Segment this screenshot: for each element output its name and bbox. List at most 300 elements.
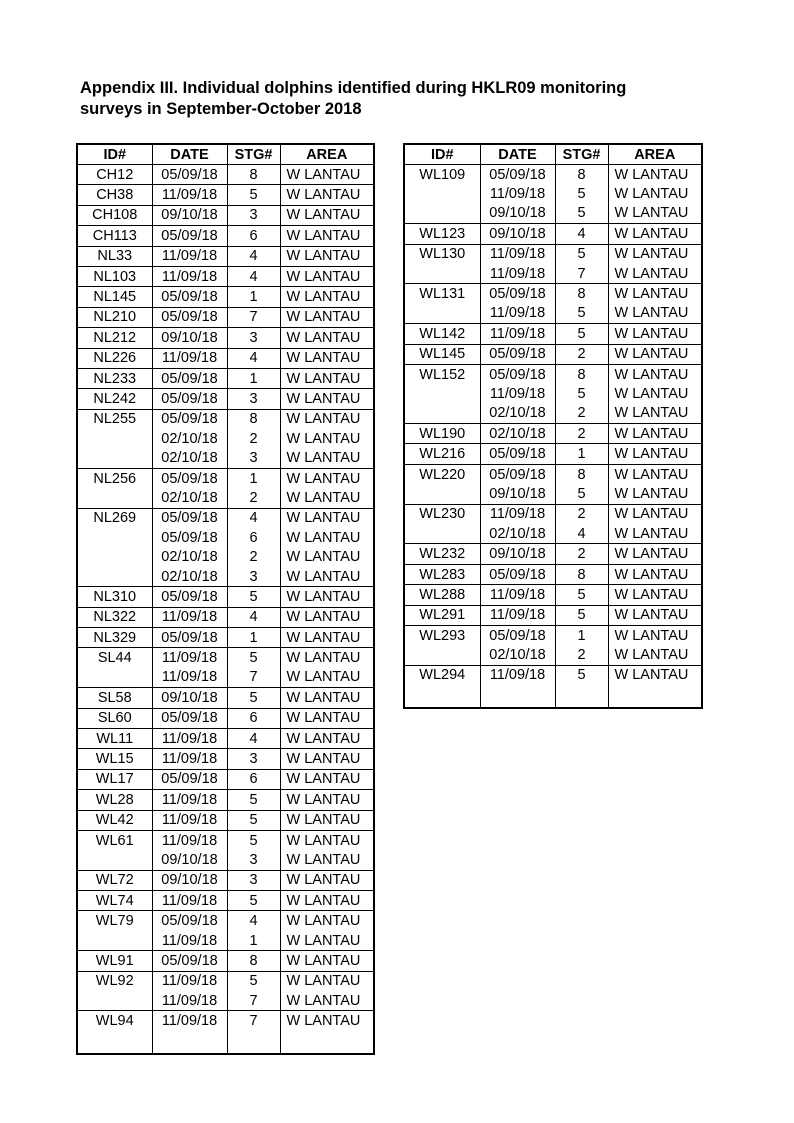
date-cell: 09/10/18 — [480, 544, 555, 564]
table-row — [77, 528, 374, 547]
area-cell: W LANTAU — [608, 544, 702, 564]
stg-cell: 8 — [555, 284, 608, 304]
id-cell — [404, 184, 480, 203]
area-cell: W LANTAU — [280, 991, 374, 1011]
table-row — [404, 444, 702, 464]
area-cell: W LANTAU — [608, 184, 702, 203]
date-cell: 11/09/18 — [152, 668, 227, 688]
date-cell: 11/09/18 — [480, 304, 555, 324]
table-row — [77, 368, 374, 388]
id-cell: WL94 — [77, 1011, 152, 1031]
table-row — [404, 464, 702, 484]
header-row — [404, 144, 702, 165]
date-cell: 11/09/18 — [152, 648, 227, 668]
area-cell: W LANTAU — [280, 287, 374, 307]
id-cell: WL42 — [77, 810, 152, 830]
area-cell: W LANTAU — [608, 284, 702, 304]
area-cell: W LANTAU — [608, 244, 702, 264]
id-cell — [77, 991, 152, 1011]
area-cell: W LANTAU — [280, 790, 374, 810]
id-cell — [77, 488, 152, 508]
table-row — [77, 307, 374, 327]
date-cell: 05/09/18 — [480, 564, 555, 584]
date-cell: 11/09/18 — [152, 790, 227, 810]
id-cell — [404, 384, 480, 403]
id-cell: WL11 — [77, 728, 152, 748]
table-row — [404, 284, 702, 304]
date-cell: 09/10/18 — [480, 204, 555, 224]
area-cell: W LANTAU — [608, 384, 702, 403]
empty-cell — [404, 685, 480, 708]
id-cell: WL293 — [404, 625, 480, 645]
id-cell — [77, 931, 152, 951]
table-row — [77, 1011, 374, 1031]
table-row — [404, 504, 702, 524]
stg-cell: 4 — [227, 728, 280, 748]
area-cell: W LANTAU — [608, 524, 702, 544]
table-row — [77, 508, 374, 528]
stg-cell: 1 — [227, 627, 280, 647]
stg-cell: 3 — [227, 328, 280, 348]
date-cell: 09/10/18 — [152, 850, 227, 870]
id-cell: WL72 — [77, 870, 152, 890]
date-cell: 11/09/18 — [152, 931, 227, 951]
table-row — [404, 304, 702, 324]
stg-cell: 8 — [227, 951, 280, 971]
date-cell: 02/10/18 — [480, 404, 555, 424]
id-cell: WL291 — [404, 605, 480, 625]
table-row — [77, 468, 374, 488]
date-cell: 11/09/18 — [152, 810, 227, 830]
area-cell: W LANTAU — [608, 264, 702, 284]
page-title — [80, 78, 720, 120]
table-row — [77, 951, 374, 971]
id-cell: WL79 — [77, 911, 152, 931]
date-cell: 11/09/18 — [152, 830, 227, 850]
id-cell: NL145 — [77, 287, 152, 307]
empty-cell — [227, 1031, 280, 1054]
area-cell: W LANTAU — [280, 911, 374, 931]
area-cell: W LANTAU — [280, 389, 374, 409]
id-cell — [77, 850, 152, 870]
table-row — [77, 749, 374, 769]
area-cell: W LANTAU — [280, 648, 374, 668]
area-cell: W LANTAU — [280, 468, 374, 488]
stg-cell: 5 — [555, 605, 608, 625]
id-cell: WL232 — [404, 544, 480, 564]
area-cell: W LANTAU — [608, 564, 702, 584]
id-cell: WL130 — [404, 244, 480, 264]
date-cell: 05/09/18 — [152, 627, 227, 647]
id-cell — [77, 429, 152, 448]
date-cell: 11/09/18 — [152, 185, 227, 205]
date-cell: 11/09/18 — [152, 749, 227, 769]
id-cell — [404, 524, 480, 544]
stg-cell: 6 — [227, 769, 280, 789]
area-cell: W LANTAU — [608, 444, 702, 464]
table-row — [404, 585, 702, 605]
id-cell — [404, 204, 480, 224]
date-cell: 05/09/18 — [152, 307, 227, 327]
area-cell: W LANTAU — [280, 205, 374, 225]
table-row — [404, 184, 702, 203]
table-row — [404, 244, 702, 264]
area-cell: W LANTAU — [280, 971, 374, 991]
empty-cell — [480, 685, 555, 708]
date-cell: 11/09/18 — [152, 728, 227, 748]
date-cell: 05/09/18 — [152, 226, 227, 246]
area-cell: W LANTAU — [280, 1011, 374, 1031]
stg-cell: 1 — [555, 444, 608, 464]
id-cell: WL230 — [404, 504, 480, 524]
date-cell: 05/09/18 — [152, 528, 227, 547]
area-cell: W LANTAU — [280, 749, 374, 769]
date-cell: 05/09/18 — [152, 708, 227, 728]
area-cell: W LANTAU — [280, 668, 374, 688]
stg-cell: 2 — [227, 488, 280, 508]
table-row — [77, 627, 374, 647]
date-cell: 11/09/18 — [480, 384, 555, 403]
id-cell: WL109 — [404, 165, 480, 185]
date-cell: 11/09/18 — [480, 244, 555, 264]
id-cell: NL210 — [77, 307, 152, 327]
table-row — [404, 324, 702, 344]
table-row — [404, 544, 702, 564]
table-row — [77, 870, 374, 890]
stg-cell: 5 — [227, 790, 280, 810]
stg-cell: 2 — [555, 544, 608, 564]
area-cell: W LANTAU — [280, 307, 374, 327]
id-cell — [404, 645, 480, 665]
date-cell: 05/09/18 — [152, 468, 227, 488]
date-cell: 05/09/18 — [152, 368, 227, 388]
dolphin-table-right — [403, 143, 703, 709]
date-cell: 11/09/18 — [480, 665, 555, 685]
area-cell: W LANTAU — [280, 368, 374, 388]
id-cell: WL216 — [404, 444, 480, 464]
area-cell: W LANTAU — [608, 165, 702, 185]
date-cell: 11/09/18 — [152, 991, 227, 1011]
stg-cell: 6 — [227, 226, 280, 246]
stg-cell: 5 — [227, 587, 280, 607]
header-date: DATE — [480, 144, 555, 165]
id-cell: WL142 — [404, 324, 480, 344]
date-cell: 05/09/18 — [480, 284, 555, 304]
id-cell — [77, 528, 152, 547]
stg-cell: 2 — [227, 547, 280, 566]
area-cell: W LANTAU — [608, 585, 702, 605]
stg-cell: 3 — [227, 389, 280, 409]
area-cell: W LANTAU — [280, 769, 374, 789]
stg-cell: 5 — [555, 484, 608, 504]
id-cell: NL242 — [77, 389, 152, 409]
area-cell: W LANTAU — [280, 348, 374, 368]
stg-cell: 6 — [227, 528, 280, 547]
table-row — [77, 911, 374, 931]
stg-cell: 2 — [555, 424, 608, 444]
id-cell: WL15 — [77, 749, 152, 769]
date-cell: 09/10/18 — [480, 224, 555, 244]
id-cell: CH12 — [77, 165, 152, 185]
table-row — [404, 404, 702, 424]
date-cell: 11/09/18 — [152, 891, 227, 911]
header-area: AREA — [280, 144, 374, 165]
area-cell: W LANTAU — [608, 204, 702, 224]
area-cell: W LANTAU — [280, 688, 374, 708]
area-cell: W LANTAU — [608, 504, 702, 524]
stg-cell: 5 — [555, 244, 608, 264]
id-cell: WL190 — [404, 424, 480, 444]
area-cell: W LANTAU — [280, 931, 374, 951]
date-cell: 05/09/18 — [152, 911, 227, 931]
date-cell: 02/10/18 — [152, 488, 227, 508]
stg-cell: 2 — [555, 344, 608, 364]
date-cell: 11/09/18 — [480, 585, 555, 605]
table-row — [77, 850, 374, 870]
stg-cell: 7 — [555, 264, 608, 284]
date-cell: 05/09/18 — [480, 444, 555, 464]
id-cell — [77, 668, 152, 688]
date-cell: 11/09/18 — [152, 246, 227, 266]
stg-cell: 5 — [555, 184, 608, 203]
stg-cell: 7 — [227, 991, 280, 1011]
date-cell: 05/09/18 — [480, 625, 555, 645]
date-cell: 11/09/18 — [480, 264, 555, 284]
stg-cell: 5 — [555, 665, 608, 685]
empty-cell — [77, 1031, 152, 1054]
date-cell: 05/09/18 — [480, 364, 555, 384]
date-cell: 09/10/18 — [152, 328, 227, 348]
date-cell: 05/09/18 — [152, 287, 227, 307]
id-cell: SL58 — [77, 688, 152, 708]
stg-cell: 5 — [227, 648, 280, 668]
id-cell: CH113 — [77, 226, 152, 246]
table-body-right — [404, 165, 702, 709]
id-cell: WL123 — [404, 224, 480, 244]
area-cell: W LANTAU — [280, 185, 374, 205]
area-cell: W LANTAU — [280, 429, 374, 448]
date-cell: 11/09/18 — [480, 324, 555, 344]
area-cell: W LANTAU — [280, 488, 374, 508]
id-cell: CH38 — [77, 185, 152, 205]
table-row — [404, 204, 702, 224]
id-cell: WL28 — [77, 790, 152, 810]
date-cell: 09/10/18 — [152, 688, 227, 708]
table-row — [77, 389, 374, 409]
table-row — [77, 448, 374, 468]
stg-cell: 7 — [227, 1011, 280, 1031]
area-cell: W LANTAU — [608, 364, 702, 384]
area-cell: W LANTAU — [608, 665, 702, 685]
stg-cell: 5 — [227, 688, 280, 708]
area-cell: W LANTAU — [280, 951, 374, 971]
table-row — [404, 645, 702, 665]
title-line-1: Appendix III. Individual dolphins identified during HKLR09 monitoring — [80, 79, 627, 97]
date-cell: 02/10/18 — [480, 645, 555, 665]
id-cell — [404, 404, 480, 424]
stg-cell: 1 — [227, 368, 280, 388]
id-cell: WL152 — [404, 364, 480, 384]
stg-cell: 4 — [555, 524, 608, 544]
id-cell: WL131 — [404, 284, 480, 304]
table-row — [404, 424, 702, 444]
id-cell: NL256 — [77, 468, 152, 488]
area-cell: W LANTAU — [280, 607, 374, 627]
header-area: AREA — [608, 144, 702, 165]
stg-cell: 5 — [227, 185, 280, 205]
table-row — [404, 524, 702, 544]
area-cell: W LANTAU — [608, 424, 702, 444]
table-padding-row — [77, 1031, 374, 1054]
table-row — [77, 607, 374, 627]
header-stg: STG# — [555, 144, 608, 165]
stg-cell: 3 — [227, 205, 280, 225]
area-cell: W LANTAU — [608, 224, 702, 244]
table-row — [77, 547, 374, 566]
table-row — [404, 364, 702, 384]
table-row — [77, 226, 374, 246]
date-cell: 05/09/18 — [152, 769, 227, 789]
table-row — [77, 728, 374, 748]
stg-cell: 2 — [555, 504, 608, 524]
area-cell: W LANTAU — [608, 404, 702, 424]
area-cell: W LANTAU — [280, 708, 374, 728]
table-row — [77, 185, 374, 205]
id-cell: NL310 — [77, 587, 152, 607]
stg-cell: 4 — [227, 266, 280, 286]
area-cell: W LANTAU — [280, 165, 374, 185]
stg-cell: 4 — [227, 607, 280, 627]
stg-cell: 4 — [227, 911, 280, 931]
area-cell: W LANTAU — [280, 891, 374, 911]
date-cell: 05/09/18 — [480, 165, 555, 185]
stg-cell: 5 — [227, 971, 280, 991]
table-row — [77, 810, 374, 830]
table-row — [77, 648, 374, 668]
id-cell: WL61 — [77, 830, 152, 850]
date-cell: 11/09/18 — [480, 184, 555, 203]
date-cell: 09/10/18 — [152, 205, 227, 225]
table-row — [77, 348, 374, 368]
area-cell: W LANTAU — [608, 324, 702, 344]
stg-cell: 4 — [555, 224, 608, 244]
stg-cell: 8 — [555, 564, 608, 584]
stg-cell: 5 — [227, 810, 280, 830]
area-cell: W LANTAU — [280, 266, 374, 286]
date-cell: 11/09/18 — [480, 605, 555, 625]
area-cell: W LANTAU — [280, 567, 374, 587]
stg-cell: 3 — [227, 870, 280, 890]
table-row — [404, 264, 702, 284]
empty-cell — [280, 1031, 374, 1054]
id-cell — [77, 547, 152, 566]
area-cell: W LANTAU — [280, 870, 374, 890]
header-id: ID# — [404, 144, 480, 165]
area-cell: W LANTAU — [280, 246, 374, 266]
area-cell: W LANTAU — [280, 226, 374, 246]
id-cell: WL92 — [77, 971, 152, 991]
id-cell: WL145 — [404, 344, 480, 364]
table-row — [77, 567, 374, 587]
id-cell: CH108 — [77, 205, 152, 225]
title-line-2: surveys in September-October 2018 — [80, 100, 362, 118]
date-cell: 11/09/18 — [152, 971, 227, 991]
date-cell: 05/09/18 — [480, 464, 555, 484]
table-row — [77, 891, 374, 911]
date-cell: 05/09/18 — [152, 165, 227, 185]
id-cell: WL220 — [404, 464, 480, 484]
table-row — [77, 488, 374, 508]
date-cell: 05/09/18 — [152, 508, 227, 528]
date-cell: 02/10/18 — [480, 524, 555, 544]
table-row — [77, 790, 374, 810]
id-cell: WL74 — [77, 891, 152, 911]
table-row — [77, 287, 374, 307]
date-cell: 02/10/18 — [480, 424, 555, 444]
id-cell: WL91 — [77, 951, 152, 971]
table-row — [77, 246, 374, 266]
table-row — [77, 769, 374, 789]
area-cell: W LANTAU — [608, 625, 702, 645]
id-cell: WL283 — [404, 564, 480, 584]
date-cell: 11/09/18 — [480, 504, 555, 524]
stg-cell: 5 — [555, 324, 608, 344]
stg-cell: 5 — [555, 585, 608, 605]
date-cell: 11/09/18 — [152, 348, 227, 368]
empty-cell — [608, 685, 702, 708]
id-cell: NL255 — [77, 409, 152, 429]
id-cell: SL60 — [77, 708, 152, 728]
table-row — [77, 409, 374, 429]
area-cell: W LANTAU — [280, 528, 374, 547]
stg-cell: 3 — [227, 749, 280, 769]
date-cell: 05/09/18 — [152, 389, 227, 409]
stg-cell: 4 — [227, 508, 280, 528]
stg-cell: 4 — [227, 348, 280, 368]
id-cell — [404, 484, 480, 504]
date-cell: 05/09/18 — [152, 587, 227, 607]
id-cell — [77, 567, 152, 587]
header-id: ID# — [77, 144, 152, 165]
table-body-left — [77, 165, 374, 1054]
stg-cell: 2 — [555, 645, 608, 665]
stg-cell: 8 — [555, 165, 608, 185]
id-cell: NL226 — [77, 348, 152, 368]
table-row — [77, 688, 374, 708]
table-row — [77, 971, 374, 991]
table-row — [77, 587, 374, 607]
table-row — [77, 708, 374, 728]
stg-cell: 3 — [227, 567, 280, 587]
header-date: DATE — [152, 144, 227, 165]
id-cell — [404, 264, 480, 284]
area-cell: W LANTAU — [280, 508, 374, 528]
date-cell: 02/10/18 — [152, 547, 227, 566]
area-cell: W LANTAU — [280, 627, 374, 647]
date-cell: 02/10/18 — [152, 448, 227, 468]
stg-cell: 4 — [227, 246, 280, 266]
id-cell — [404, 304, 480, 324]
id-cell — [77, 448, 152, 468]
area-cell: W LANTAU — [280, 587, 374, 607]
table-row — [404, 165, 702, 185]
id-cell: NL322 — [77, 607, 152, 627]
date-cell: 11/09/18 — [152, 607, 227, 627]
area-cell: W LANTAU — [280, 830, 374, 850]
id-cell: WL294 — [404, 665, 480, 685]
table-row — [77, 165, 374, 185]
stg-cell: 8 — [555, 364, 608, 384]
